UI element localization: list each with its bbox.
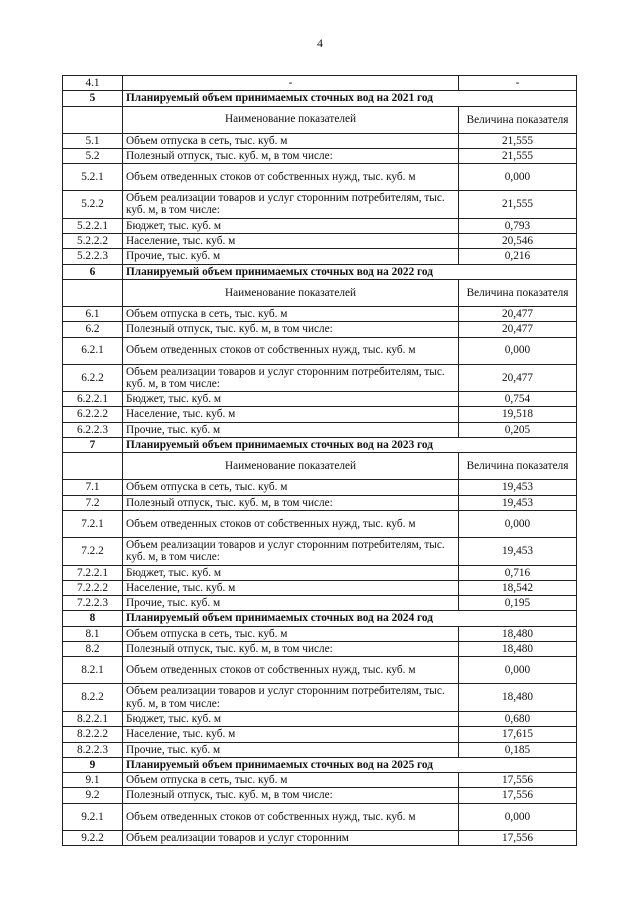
row-value: 17,615 (459, 727, 577, 742)
table-row (63, 392, 577, 407)
section-title: Планируемый объем принимаемых сточных вод на 2023 год (123, 438, 577, 453)
table-row (63, 164, 577, 191)
row-number: 5.1 (63, 133, 123, 148)
section-number: 5 (63, 91, 123, 106)
row-number: 5.2.2.1 (63, 218, 123, 233)
row-value: 20,546 (459, 234, 577, 249)
row-number: 8.2.2.1 (63, 711, 123, 726)
row-label: Объем отведенных стоков от собственных нужд, тыс. куб. м (123, 164, 459, 191)
table-row (63, 711, 577, 726)
section-number: 8 (63, 611, 123, 626)
row-label: Объем реализации товаров и услуг сторонним потребителям, тыс. куб. м, в том числе: (123, 364, 459, 392)
row-label: Население, тыс. куб. м (123, 407, 459, 422)
row-value: 0,000 (459, 337, 577, 364)
row-value: 17,556 (459, 830, 577, 845)
row-number: 4.1 (63, 76, 123, 91)
section-title: Планируемый объем принимаемых сточных вод на 2024 год (123, 611, 577, 626)
row-number: 7.1 (63, 480, 123, 495)
row-number: 6.2.2.3 (63, 422, 123, 437)
row-number: 8.2.2 (63, 684, 123, 712)
row-number: 5.2.2.3 (63, 249, 123, 264)
row-label: Бюджет, тыс. куб. м (123, 565, 459, 580)
row-value: 21,555 (459, 148, 577, 163)
row-number: 8.2.2.3 (63, 742, 123, 757)
row-value: 19,453 (459, 480, 577, 495)
table-row (63, 76, 577, 91)
section-row (63, 757, 577, 772)
row-value: 0,205 (459, 422, 577, 437)
row-label: Прочие, тыс. куб. м (123, 596, 459, 611)
row-value: 0,716 (459, 565, 577, 580)
table-row (63, 626, 577, 641)
row-label: Прочие, тыс. куб. м (123, 422, 459, 437)
table-row (63, 596, 577, 611)
page-number: 4 (317, 36, 323, 50)
row-label: Полезный отпуск, тыс. куб. м, в том числе: (123, 148, 459, 163)
row-value: 20,477 (459, 322, 577, 337)
section-title: Планируемый объем принимаемых сточных вод на 2021 год (123, 91, 577, 106)
row-label: Полезный отпуск, тыс. куб. м, в том числе: (123, 322, 459, 337)
row-number: 6.2 (63, 322, 123, 337)
row-label: Объем отпуска в сеть, тыс. куб. м (123, 133, 459, 148)
section-number: 7 (63, 438, 123, 453)
table-row (63, 657, 577, 684)
header-blank (63, 453, 123, 480)
row-label: Объем реализации товаров и услуг сторонним (123, 830, 459, 845)
table-row (63, 234, 577, 249)
row-label: Объем отпуска в сеть, тыс. куб. м (123, 480, 459, 495)
header-value: Величина показателя (459, 453, 577, 480)
row-number: 5.2.2.2 (63, 234, 123, 249)
table-row (63, 148, 577, 163)
row-number: 9.2.2 (63, 830, 123, 845)
table-row (63, 322, 577, 337)
table-row (63, 742, 577, 757)
indicators-table (62, 75, 577, 846)
table-row (63, 537, 577, 565)
header-name: Наименование показателей (123, 279, 459, 306)
row-number: 5.2.2 (63, 191, 123, 219)
row-value: 0,195 (459, 596, 577, 611)
row-number: 8.2.1 (63, 657, 123, 684)
section-number: 9 (63, 757, 123, 772)
row-label: Объем отпуска в сеть, тыс. куб. м (123, 626, 459, 641)
table-row (63, 495, 577, 510)
row-label: Полезный отпуск, тыс. куб. м, в том числе: (123, 642, 459, 657)
row-value: 0,216 (459, 249, 577, 264)
table-body (63, 76, 577, 846)
row-number: 6.1 (63, 306, 123, 321)
table-row (63, 727, 577, 742)
section-title: Планируемый объем принимаемых сточных вод на 2025 год (123, 757, 577, 772)
header-blank (63, 279, 123, 306)
row-value: 0,000 (459, 164, 577, 191)
row-number: 9.2.1 (63, 803, 123, 830)
row-number: 9.2 (63, 788, 123, 803)
row-value: 18,480 (459, 626, 577, 641)
row-value: 0,000 (459, 510, 577, 537)
row-value: 19,518 (459, 407, 577, 422)
row-label: Объем отведенных стоков от собственных нужд, тыс. куб. м (123, 803, 459, 830)
row-number: 6.2.1 (63, 337, 123, 364)
row-number: 8.2.2.2 (63, 727, 123, 742)
table-row (63, 133, 577, 148)
table-row (63, 191, 577, 219)
table-row (63, 803, 577, 830)
header-row (63, 106, 577, 133)
table-row (63, 830, 577, 845)
section-row (63, 611, 577, 626)
table-row (63, 337, 577, 364)
row-label: Население, тыс. куб. м (123, 580, 459, 595)
header-name: Наименование показателей (123, 453, 459, 480)
row-label: Объем отведенных стоков от собственных нужд, тыс. куб. м (123, 510, 459, 537)
row-number: 7.2.2.1 (63, 565, 123, 580)
table-row (63, 684, 577, 712)
table-row (63, 218, 577, 233)
row-number: 9.1 (63, 773, 123, 788)
row-value: 21,555 (459, 191, 577, 219)
header-blank (63, 106, 123, 133)
table-row (63, 565, 577, 580)
row-label: - (123, 76, 459, 91)
table-row (63, 306, 577, 321)
header-value: Величина показателя (459, 279, 577, 306)
section-row (63, 264, 577, 279)
row-value: 0,793 (459, 218, 577, 233)
row-number: 8.1 (63, 626, 123, 641)
row-number: 7.2.2 (63, 537, 123, 565)
row-label: Объем отпуска в сеть, тыс. куб. м (123, 306, 459, 321)
row-value: 20,477 (459, 364, 577, 392)
row-value: 18,480 (459, 684, 577, 712)
row-value: 0,680 (459, 711, 577, 726)
row-value: 0,000 (459, 657, 577, 684)
row-label: Бюджет, тыс. куб. м (123, 392, 459, 407)
header-name: Наименование показателей (123, 106, 459, 133)
row-number: 7.2.1 (63, 510, 123, 537)
section-row (63, 91, 577, 106)
row-value: 18,480 (459, 642, 577, 657)
section-row (63, 438, 577, 453)
row-number: 6.2.2.2 (63, 407, 123, 422)
row-label: Население, тыс. куб. м (123, 727, 459, 742)
row-number: 6.2.2.1 (63, 392, 123, 407)
row-number: 7.2 (63, 495, 123, 510)
row-label: Прочие, тыс. куб. м (123, 742, 459, 757)
table-row (63, 407, 577, 422)
row-label: Население, тыс. куб. м (123, 234, 459, 249)
header-row (63, 453, 577, 480)
row-value: 18,542 (459, 580, 577, 595)
table-row (63, 364, 577, 392)
row-label: Полезный отпуск, тыс. куб. м, в том числе: (123, 495, 459, 510)
row-number: 5.2 (63, 148, 123, 163)
row-value: 17,556 (459, 773, 577, 788)
row-number: 7.2.2.2 (63, 580, 123, 595)
row-label: Прочие, тыс. куб. м (123, 249, 459, 264)
row-value: 0,754 (459, 392, 577, 407)
row-value: 19,453 (459, 537, 577, 565)
row-value: 21,555 (459, 133, 577, 148)
header-value: Величина показателя (459, 106, 577, 133)
row-label: Объем реализации товаров и услуг сторонним потребителям, тыс. куб. м, в том числе: (123, 684, 459, 712)
row-label: Объем отведенных стоков от собственных нужд, тыс. куб. м (123, 657, 459, 684)
row-label: Полезный отпуск, тыс. куб. м, в том числе: (123, 788, 459, 803)
row-value: 0,185 (459, 742, 577, 757)
table-row (63, 642, 577, 657)
table-row (63, 580, 577, 595)
header-row (63, 279, 577, 306)
row-value: 20,477 (459, 306, 577, 321)
row-label: Объем отведенных стоков от собственных нужд, тыс. куб. м (123, 337, 459, 364)
table-row (63, 510, 577, 537)
row-label: Объем реализации товаров и услуг сторонним потребителям, тыс. куб. м, в том числе: (123, 537, 459, 565)
row-value: 0,000 (459, 803, 577, 830)
table-row (63, 788, 577, 803)
row-value: - (459, 76, 577, 91)
row-number: 5.2.1 (63, 164, 123, 191)
row-number: 7.2.2.3 (63, 596, 123, 611)
table-row (63, 249, 577, 264)
row-value: 19,453 (459, 495, 577, 510)
row-label: Бюджет, тыс. куб. м (123, 218, 459, 233)
section-number: 6 (63, 264, 123, 279)
row-label: Объем отпуска в сеть, тыс. куб. м (123, 773, 459, 788)
section-title: Планируемый объем принимаемых сточных вод на 2022 год (123, 264, 577, 279)
row-number: 6.2.2 (63, 364, 123, 392)
row-label: Объем реализации товаров и услуг сторонним потребителям, тыс. куб. м, в том числе: (123, 191, 459, 219)
table-row (63, 480, 577, 495)
row-label: Бюджет, тыс. куб. м (123, 711, 459, 726)
row-number: 8.2 (63, 642, 123, 657)
row-value: 17,556 (459, 788, 577, 803)
table-row (63, 422, 577, 437)
table-row (63, 773, 577, 788)
